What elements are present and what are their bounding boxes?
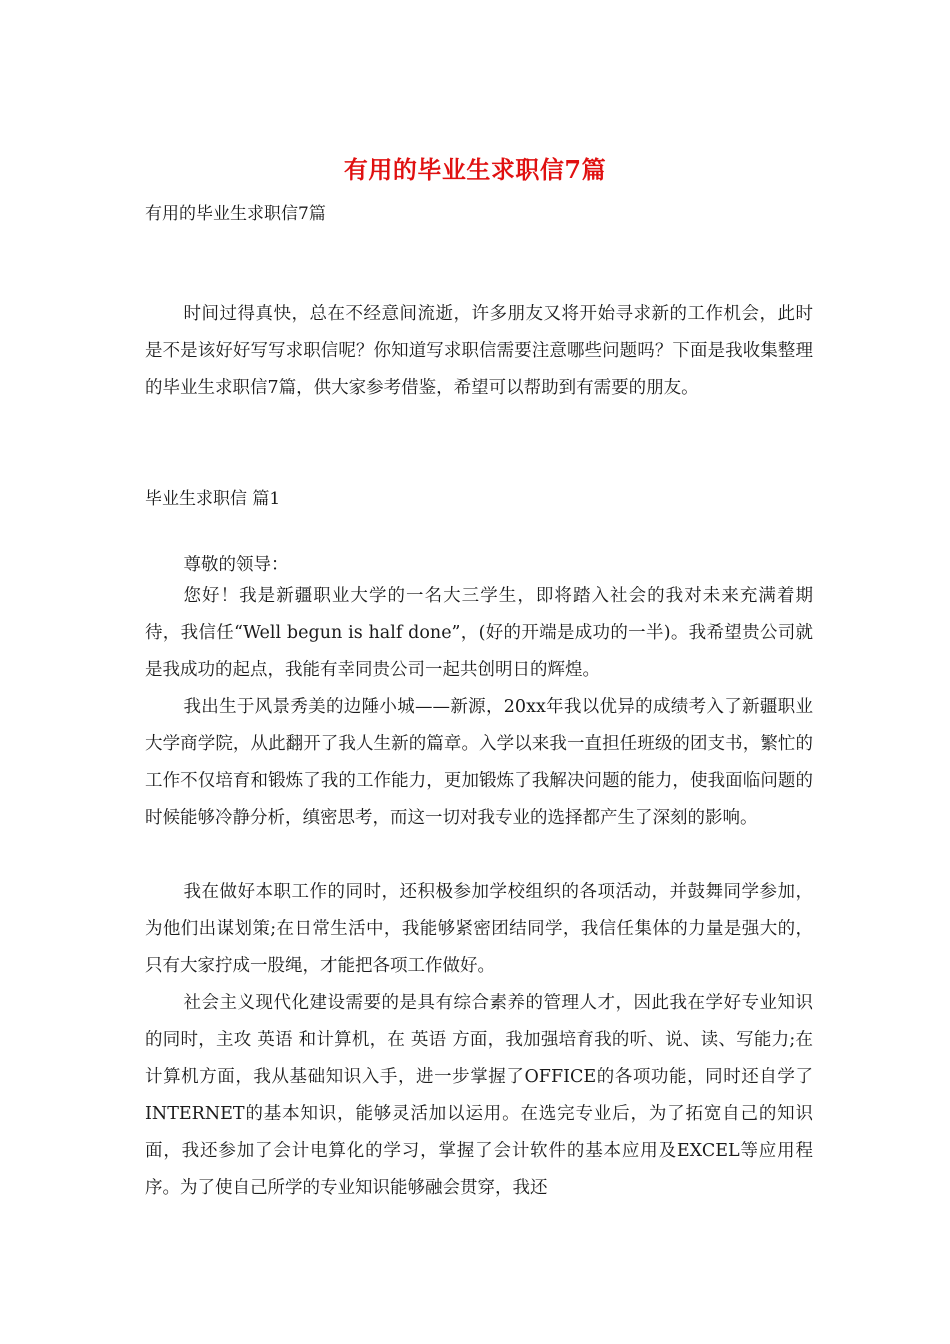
body-paragraph-1: 您好！我是新疆职业大学的一名大三学生，即将踏入社会的我对未来充满着期待，我信任“Well begun is half done”，(好的开端是成功的一半)。我希望贵公司就是我成功的起点，我能有幸同贵公司一起共创明日的辉煌。 bbox=[145, 586, 813, 680]
salutation: 尊敬的领导： bbox=[183, 555, 289, 575]
document-title: 有用的毕业生求职信7篇 bbox=[343, 155, 607, 184]
body-paragraph-3: 我在做好本职工作的同时，还积极参加学校组织的各项活动，并鼓舞同学参加，为他们出谋划策;在日常生活中，我能够紧密团结同学，我信任集体的力量是强大的，只有大家拧成一股绳，才能把各项工作做好。 bbox=[145, 882, 813, 976]
intro-paragraph: 时间过得真快，总在不经意间流逝，许多朋友又将开始寻求新的工作机会，此时是不是该好好写写求职信呢？你知道写求职信需要注意哪些问题吗？下面是我收集整理的毕业生求职信7篇，供大家参考借鉴，希望可以帮助到有需要的朋友。 bbox=[145, 304, 813, 398]
section-heading: 毕业生求职信 篇1 bbox=[145, 489, 281, 509]
body-paragraph-2: 我出生于风景秀美的边陲小城——新源，20xx年我以优异的成绩考入了新疆职业大学商学院，从此翻开了我人生新的篇章。入学以来我一直担任班级的团支书，繁忙的工作不仅培育和锻炼了我的工作能力，更加锻炼了我解决问题的能力，使我面临问题的时候能够冷静分析，缜密思考，而这一切对我专业的选择都产生了深刻的影响。 bbox=[145, 697, 813, 828]
document-subtitle: 有用的毕业生求职信7篇 bbox=[145, 204, 326, 224]
body-paragraph-4: 社会主义现代化建设需要的是具有综合素养的管理人才，因此我在学好专业知识的同时，主攻 英语 和计算机，在 英语 方面，我加强培育我的听、说、读、写能力;在计算机方面，我从基础知识入手，进一步掌握了OFFICE的各项功能，同时还自学了INTERNET的基本知识，能够灵活加以运用。在选完专业后，为了拓宽自己的知识面，我还参加了会计电算化的学习，掌握了会计软件的基本应用及EXCEL等应用程序。为了使自己所学的专业知识能够融会贯穿，我还 bbox=[145, 993, 813, 1198]
